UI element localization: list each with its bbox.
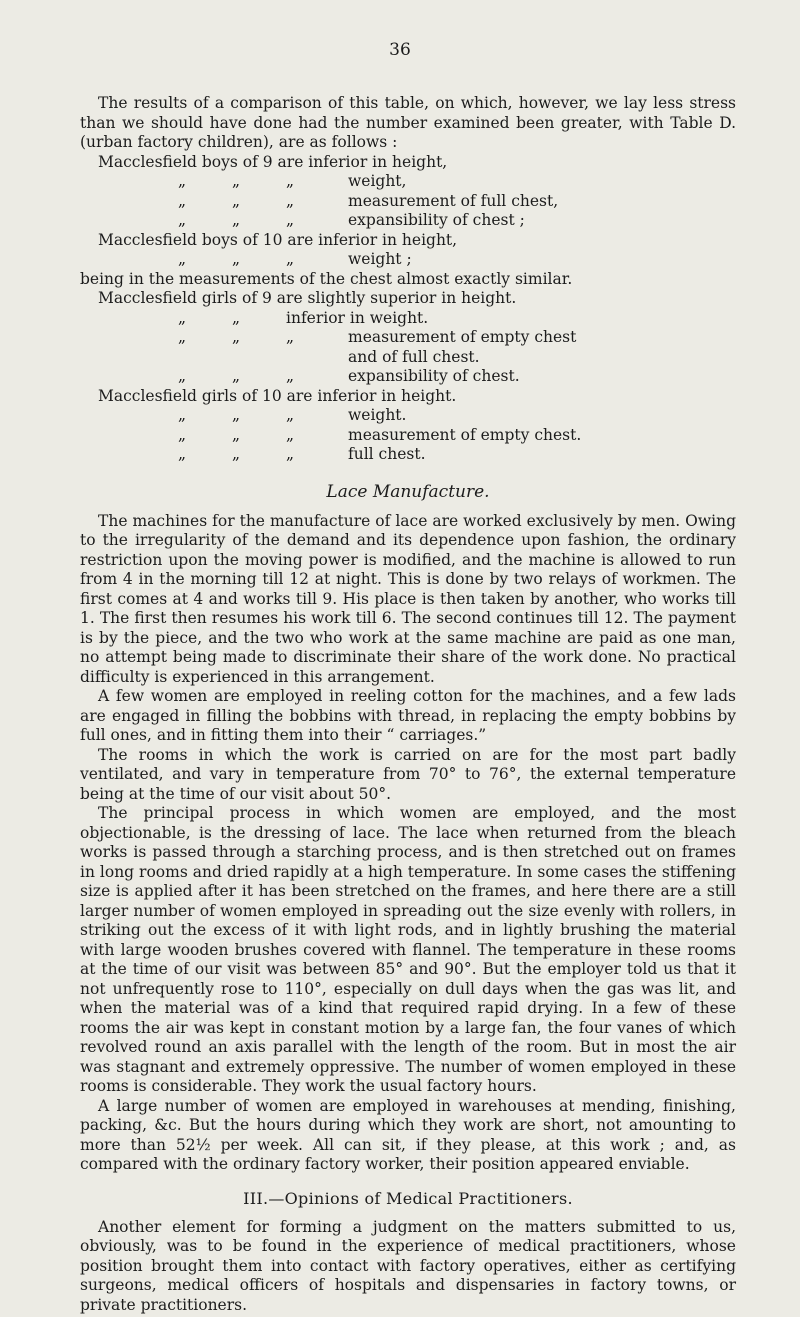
comparison-line: „ „ „ measurement of empty chest. <box>178 425 582 444</box>
comparison-line: Macclesfield girls of 9 are slightly superior in height. <box>98 289 517 307</box>
ditto-mark: „ <box>232 250 241 268</box>
page-number: 36 <box>389 40 411 60</box>
body-paragraph: The rooms in which the work is carried on are for the most part badly ventilated, and vary in temperature from 70° to 76°, the external temperature being at the time of our visit about 50°. <box>80 745 736 803</box>
comparison-line: „ „ „ measurement of empty chest <box>178 328 577 346</box>
comparison-line: „ „ „ weight. <box>178 406 407 424</box>
ditto-mark: „ <box>232 445 241 463</box>
ditto-mark: „ <box>286 445 295 463</box>
ditto-mark: „ <box>232 172 241 190</box>
comparison-line: „ „ „ weight, <box>178 172 407 190</box>
ditto-mark: „ <box>232 406 241 424</box>
ditto-mark: „ <box>232 367 241 385</box>
ditto-mark: „ <box>286 191 295 210</box>
body-paragraph: The principal process in which women are employed, and the most objectionable, is the dressing of lace. The lace when returned from the bleach works is passed through a starching process, and is then stretched out on frames in long rooms and dried rapidly at a high temperature. In some cases the stiffening size is applied after it has been stretched on the frames, and here there are a still larger number of women employed in spreading out the size evenly with rollers, in striking out the excess of it with light rods, and in lightly brushing the material with large wooden brushes covered with flannel. The temperature in these rooms at the time of our visit was between 85° and 90°. But the employer told us that it not unfrequently rose to 110°, especially on dull days when the gas was lit, and when the material was of a kind that required rapid drying. In a few of these rooms the air was kept in constant motion by a large fan, the four vanes of which revolved round an axis parallel with the length of the room. But in most the air was stagnant and extremely oppressive. The number of women employed in these rooms is considerable. They work the usual factory hours. <box>80 804 736 1095</box>
section-heading-lace: Lace Manufacture. <box>326 481 490 502</box>
comparison-line: Macclesfield boys of 9 are inferior in height, <box>98 152 448 171</box>
ditto-mark: „ <box>286 172 295 190</box>
comparison-line: „ „ „ full chest. <box>178 445 426 463</box>
intro-paragraph: The results of a comparison of this table, on which, however, we lay less stress than we should have done had the number examined been greater, with Table D. (urban factory children), are as follows : <box>80 94 736 151</box>
ditto-mark: „ <box>178 367 187 385</box>
comparison-line: and of full chest. <box>348 347 480 366</box>
comparison-line: being in the measurements of the chest almost exactly similar. <box>80 269 573 288</box>
ditto-mark: „ <box>178 211 187 229</box>
comparison-line: „ „ inferior in weight. <box>178 308 429 327</box>
ditto-mark: „ <box>178 250 187 268</box>
ditto-mark: „ <box>286 328 295 346</box>
ditto-mark: „ <box>286 250 295 268</box>
ditto-mark: „ <box>286 367 295 385</box>
ditto-mark: „ <box>178 191 187 210</box>
body-paragraph: The machines for the manufacture of lace are worked exclusively by men. Owing to the irregularity of the demand and its dependence upon fashion, the ordinary restriction upon the moving power is modified, and the machine is allowed to run from 4 in the morning till 12 at night. This is done by two relays of workmen. The first comes at 4 and works till 9. His place is then taken by another, who works till 1. The first then resumes his work till 6. The second continues till 12. The payment is by the piece, and the two who work at the same machine are paid as one man, no attempt being made to discriminate their share of the work done. No practical difficulty is experienced in this arrangement. <box>80 511 736 686</box>
ditto-mark: „ <box>232 425 241 444</box>
ditto-mark: „ <box>232 211 241 229</box>
ditto-mark: „ <box>232 191 241 210</box>
ditto-mark: „ <box>178 172 187 190</box>
ditto-mark: „ <box>232 328 241 346</box>
ditto-mark: „ <box>178 425 187 444</box>
comparison-line: „ „ „ measurement of full chest, <box>178 191 559 210</box>
comparison-list <box>80 153 736 465</box>
final-paragraph: Another element for forming a judgment on the matters submitted to us, obviously, was to be found in the experience of medical practitioners, whose position brought them into contact with factory operatives, either as certifying surgeons, medical officers of hospitals and dispensaries in factory towns, or private practitioners. <box>80 1217 736 1314</box>
comparison-line: „ „ „ expansibility of chest ; <box>178 211 525 229</box>
ditto-mark: „ <box>178 308 187 327</box>
ditto-mark: „ <box>178 406 187 424</box>
comparison-line: Macclesfield girls of 10 are inferior in height. <box>98 386 457 405</box>
ditto-mark: „ <box>286 406 295 424</box>
section-heading-medical: III.—Opinions of Medical Practitioners. <box>243 1188 573 1208</box>
body-paragraph: A large number of women are employed in warehouses at mending, finishing, packing, &c. But the hours during which they work are short, not amounting to more than 52½ per week. All can sit, if they please, at this work ; and, as compared with the ordinary factory worker, their position appeared enviable. <box>80 1096 736 1173</box>
ditto-mark: „ <box>286 211 295 229</box>
page-body <box>80 94 736 1315</box>
ditto-mark: „ <box>286 425 295 444</box>
ditto-mark: „ <box>178 445 187 463</box>
ditto-mark: „ <box>178 328 187 346</box>
body-paragraph: A few women are employed in reeling cotton for the machines, and a few lads are engaged in filling the bobbins with thread, in replacing the empty bobbins by full ones, and in fitting them into their “ carriages.” <box>80 687 736 744</box>
comparison-line: „ „ „ weight ; <box>178 250 412 268</box>
ditto-mark: „ <box>232 308 241 327</box>
comparison-line: „ „ „ expansibility of chest. <box>178 367 520 385</box>
comparison-line: Macclesfield boys of 10 are inferior in height, <box>98 230 458 249</box>
